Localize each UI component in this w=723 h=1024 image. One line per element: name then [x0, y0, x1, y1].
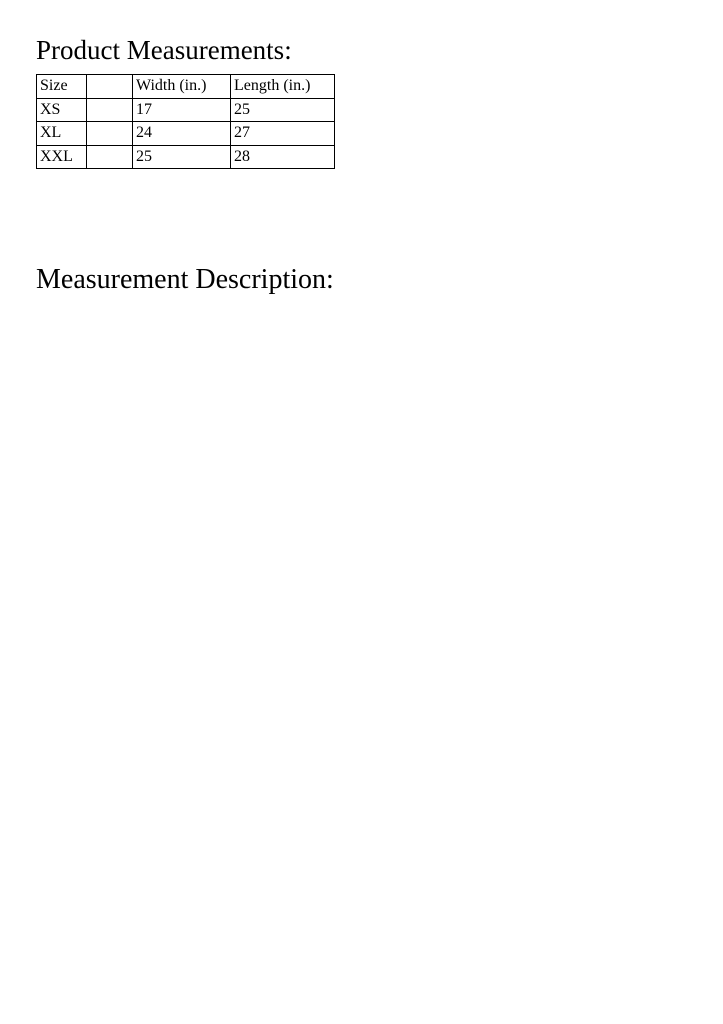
cell-blank — [87, 98, 133, 122]
cell-blank — [87, 145, 133, 169]
cell-size: XS — [37, 98, 87, 122]
table-row — [37, 122, 335, 146]
table-header-row — [37, 75, 335, 99]
column-header-size: Size — [37, 75, 87, 99]
cell-width: 17 — [133, 98, 231, 122]
cell-width: 24 — [133, 122, 231, 146]
column-header-width: Width (in.) — [133, 75, 231, 99]
cell-size: XXL — [37, 145, 87, 169]
cell-length: 28 — [231, 145, 335, 169]
cell-length: 27 — [231, 122, 335, 146]
column-header-length: Length (in.) — [231, 75, 335, 99]
table-row — [37, 98, 335, 122]
column-header-blank — [87, 75, 133, 99]
cell-size: XL — [37, 122, 87, 146]
table-row — [37, 145, 335, 169]
product-measurements-table — [36, 74, 335, 169]
cell-width: 25 — [133, 145, 231, 169]
cell-length: 25 — [231, 98, 335, 122]
cell-blank — [87, 122, 133, 146]
page-title-product-measurements: Product Measurements: — [36, 35, 292, 65]
section-title-measurement-description: Measurement Description: — [36, 264, 334, 295]
